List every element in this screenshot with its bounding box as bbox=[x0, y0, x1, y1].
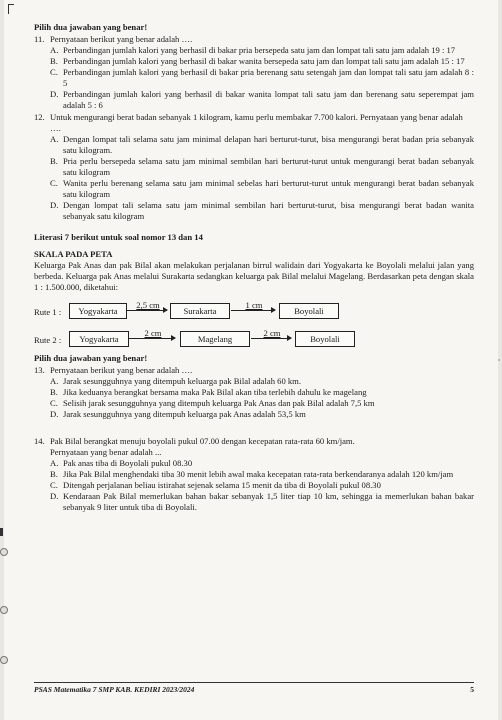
binder-ring bbox=[0, 656, 8, 664]
option-11c: C. Perbandingan jumlah kalori yang berhasil di bakar pria berenang satu setengah jam dan lompat tali satu jam adalah 8 : 5 bbox=[50, 67, 474, 88]
question-subtext: Pernyataan yang benar adalah ... bbox=[50, 447, 162, 457]
arrow-icon bbox=[251, 338, 291, 339]
arrow-icon bbox=[127, 310, 167, 311]
page-content bbox=[34, 22, 474, 513]
distance-label: 2 cm bbox=[263, 328, 281, 338]
instruction-header-2: Pilih dua jawaban yang benar! bbox=[34, 353, 148, 363]
option-12c: C. Wanita perlu berenang selama satu jam minimal sebelas hari berturut-turut untuk mengurangi berat badan sebanyak satu kilogram bbox=[50, 178, 474, 199]
intro-paragraph: Keluarga Pak Anas dan pak Bilal akan melakukan perjalanan birrul walidain dari Yogyakarta ke Boyolali melalui jalan yang berbeda. Keluarga pak Anas melalui Surakarta sedangkan keluarga pak Bilal melalui Magelang. Berdasarkan peta dengan skala 1 : 1.500.000, diketahui: bbox=[34, 260, 474, 292]
question-text: Pak Bilal berangkat menuju boyolali pukul 07.00 dengan kecepatan rata-rata 60 km/jam. bbox=[50, 436, 355, 446]
question-number: 12. bbox=[34, 112, 45, 122]
option-14d: D. Kendaraan Pak Bilal memerlukan bahan bakar sebanyak 1,5 liter tiap 10 km, sehingga ia memerlukan bahan bakar sebanyak 9 liter untuk tiba di Boyolali. bbox=[50, 491, 474, 512]
option-12b: B. Pria perlu bersepeda selama satu jam minimal sembilan hari berturut-turut untuk mengurangi berat badan sebanyak satu kilogram bbox=[50, 156, 474, 177]
distance-label: 1 cm bbox=[245, 300, 263, 310]
distance-label: 2 cm bbox=[144, 328, 162, 338]
question-13 bbox=[34, 365, 474, 420]
section-title: SKALA PADA PETA bbox=[34, 249, 113, 259]
option-11b: B. Perbandingan jumlah kalori yang berhasil di bakar wanita bersepeda satu jam dan lompat tali satu jam adalah 15 : 17 bbox=[50, 56, 465, 66]
question-number: 11. bbox=[34, 34, 45, 44]
option-12a: A. Dengan lompat tali selama satu jam minimal delapan hari berturut-turut, bisa mengurangi berat badan pria sebanyak satu kilogram. bbox=[50, 134, 474, 155]
scan-dot bbox=[498, 359, 500, 361]
option-11a: A. Perbandingan jumlah kalori yang berhasil di bakar pria bersepeda satu jam dan lompat tali satu jam adalah 19 : 17 bbox=[50, 45, 456, 55]
route-label: Rute 1 : bbox=[34, 307, 62, 317]
option-11d: D. Perbandingan jumlah kalori yang berhasil di bakar wanita lompat tali satu jam dan berenang satu seperempat jam adalah 5 : 6 bbox=[50, 89, 474, 110]
arrow-icon bbox=[129, 338, 175, 339]
option-13b: B. Jika keduanya berangkat bersama maka Pak Bilal akan tiba terlebih dahulu ke magelang bbox=[50, 387, 367, 397]
footer-text: PSAS Matematika 7 SMP KAB. KEDIRI 2023/2024 bbox=[34, 685, 195, 694]
corner-mark bbox=[8, 4, 14, 14]
literasi-title: Literasi 7 berikut untuk soal nomor 13 dan 14 bbox=[34, 232, 203, 242]
option-14a: A. Pak anas tiba di Boyolali pukul 08.30 bbox=[50, 458, 193, 468]
node-yogyakarta: Yogyakarta bbox=[69, 331, 129, 347]
option-14b: B. Jika Pak Bilal menghendaki tiba 30 menit lebih awal maka kecepatan rata-rata berkendaranya adalah 120 km/jam bbox=[50, 469, 454, 479]
route-2-diagram bbox=[34, 328, 474, 353]
instruction-header: Pilih dua jawaban yang benar! bbox=[34, 22, 148, 32]
route-label: Rute 2 : bbox=[34, 335, 62, 345]
question-text: Pernyataan berikut yang benar adalah …. bbox=[50, 34, 193, 44]
question-text: Untuk mengurangi berat badan sebanyak 1 kilogram, kamu perlu membakar 7.700 kalori. Pernyataan yang benar adalah …. bbox=[50, 112, 463, 133]
binder-ring bbox=[0, 548, 8, 556]
document-page bbox=[4, 0, 498, 720]
node-yogyakarta: Yogyakarta bbox=[69, 303, 127, 319]
option-13d: D. Jarak sesungguhnya yang ditempuh keluarga pak Anas adalah 53,5 km bbox=[50, 409, 306, 419]
option-13c: C. Selisih jarak sesungguhnya yang ditempuh keluarga Pak Anas dan pak Bilal adalah 7,5 km bbox=[50, 398, 375, 408]
arrow-icon bbox=[231, 310, 275, 311]
question-text: Pernyataan berikut yang benar adalah …. bbox=[50, 365, 193, 375]
binder-ring bbox=[0, 606, 8, 614]
page-footer bbox=[34, 682, 474, 694]
question-11 bbox=[34, 34, 474, 111]
option-14c: C. Ditengah perjalanan beliau istirahat sejenak selama 15 menit da tiba di Boyolali pukul 08.30 bbox=[50, 480, 381, 490]
page-number: 5 bbox=[470, 685, 474, 694]
node-boyolali: Boyolali bbox=[295, 331, 355, 347]
question-number: 14. bbox=[34, 436, 45, 446]
distance-label: 2,5 cm bbox=[136, 300, 160, 310]
route-1-diagram bbox=[34, 300, 474, 325]
question-12 bbox=[34, 112, 474, 222]
node-boyolali: Boyolali bbox=[279, 303, 339, 319]
binding-mark bbox=[0, 528, 3, 536]
question-14 bbox=[34, 436, 474, 513]
option-13a: A. Jarak sesungguhnya yang ditempuh keluarga pak Bilal adalah 60 km. bbox=[50, 376, 302, 386]
node-surakarta: Surakarta bbox=[170, 303, 230, 319]
node-magelang: Magelang bbox=[180, 331, 250, 347]
option-12d: D. Dengan lompat tali selama satu jam minimal sembilan hari berturut-turut, bisa mengurangi berat badan wanita sebanyak satu kilogram bbox=[50, 200, 474, 221]
question-number: 13. bbox=[34, 365, 45, 375]
